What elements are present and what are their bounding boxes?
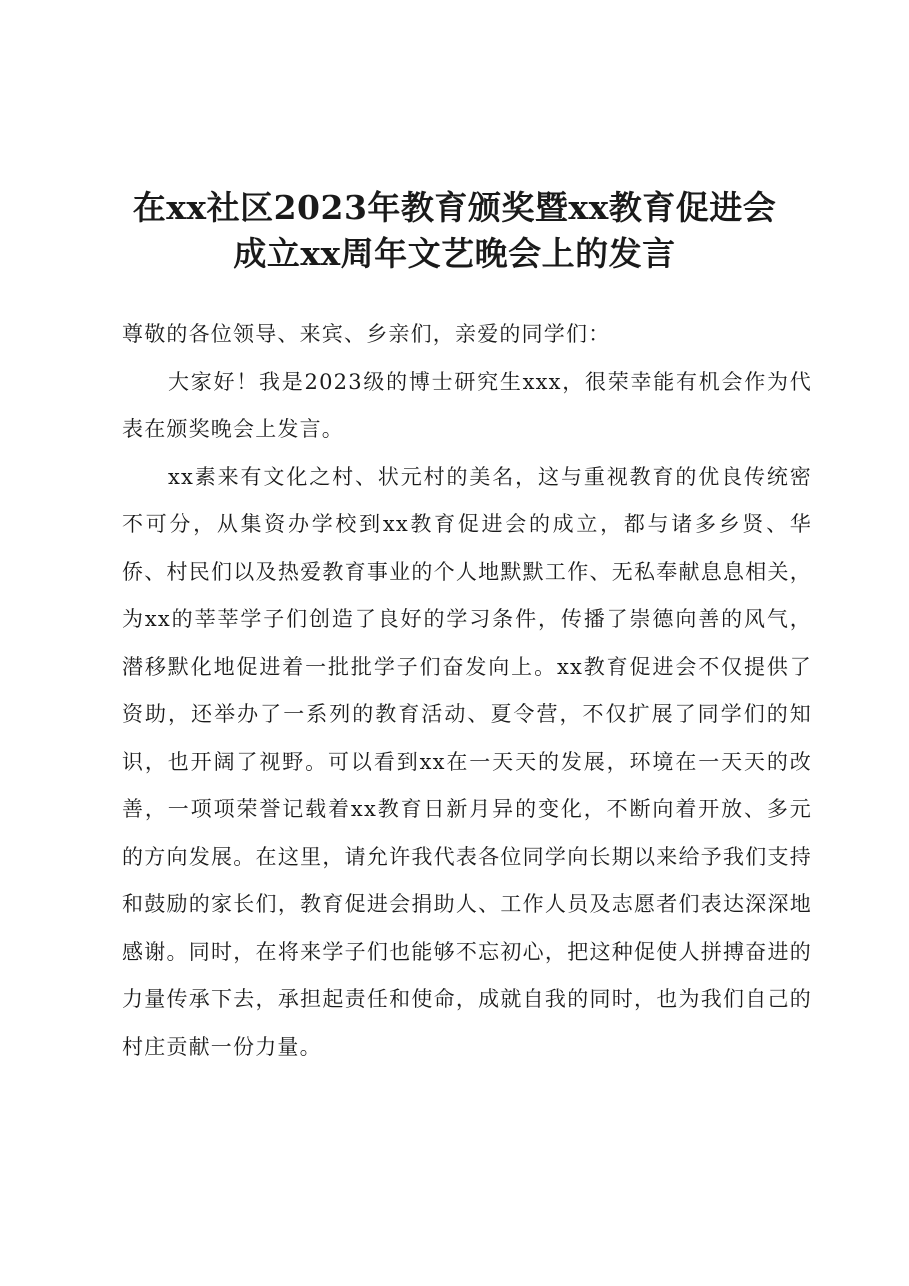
salutation: 尊敬的各位领导、来宾、乡亲们，亲爱的同学们： — [122, 322, 611, 346]
document-title-line-2: 成立xx周年文艺晚会上的发言 — [233, 234, 676, 273]
document-title-line-1: 在xx社区2023年教育颁奖暨xx教育促进会 — [132, 188, 777, 227]
paragraph-main: xx素来有文化之村、状元村的美名，这与重视教育的优良传统密不可分，从集资办学校到xx教育促进会的成立，都与诸多乡贤、华侨、村民们以及热爱教育事业的个人地默默工作、无私奉献息息相关，为xx的莘莘学子们创造了良好的学习条件，传播了崇德向善的风气，潜移默化地促进着一批批学子们奋发向上。xx教育促进会不仅提供了资助，还举办了一系列的教育活动、夏令营，不仅扩展了同学们的知识，也开阔了视野。可以看到xx在一天天的发展，环境在一天天的改善，一项项荣誉记载着xx教育日新月异的变化，不断向着开放、多元的方向发展。在这里，请允许我代表各位同学向长期以来给予我们支持和鼓励的家长们，教育促进会捐助人、工作人员及志愿者们表达深深地感谢。同时，在将来学子们也能够不忘初心，把这种促使人拼搏奋进的力量传承下去，承担起责任和使命，成就自我的同时，也为我们自己的村庄贡献一份力量。 — [122, 464, 812, 1059]
document-body — [122, 311, 812, 1071]
paragraph-greeting: 大家好！我是2023级的博士研究生xxx，很荣幸能有机会作为代表在颁奖晚会上发言。 — [122, 369, 812, 441]
